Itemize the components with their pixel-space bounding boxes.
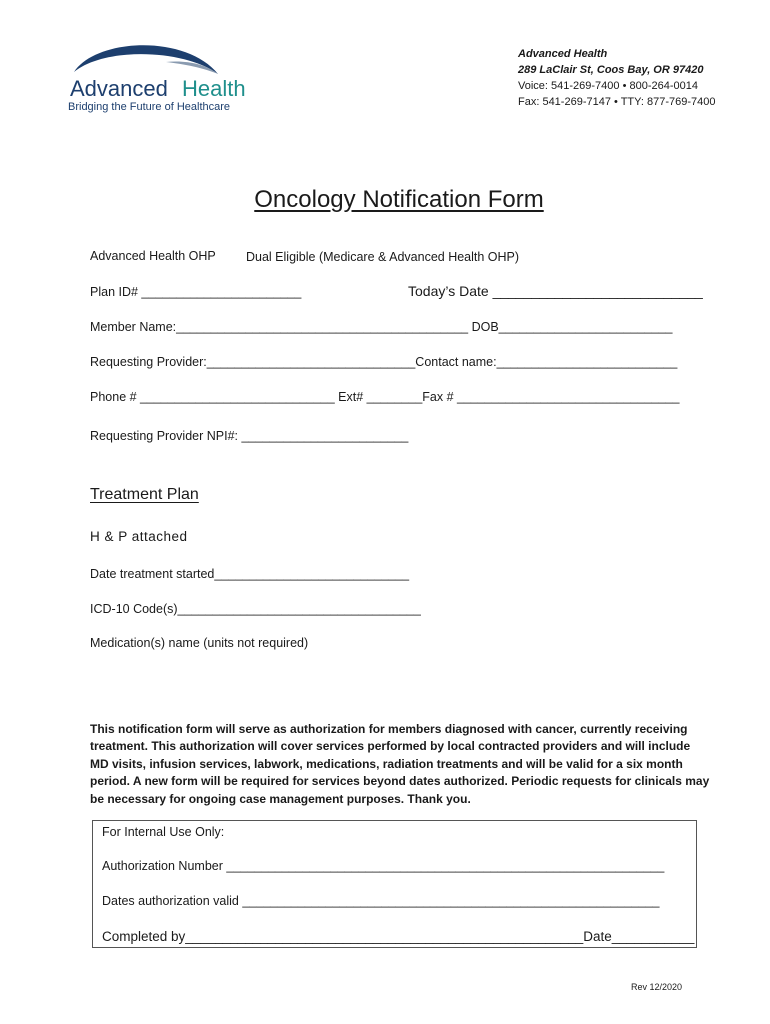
requesting-provider-contact-field[interactable]: Requesting Provider:______________________________Contact name:__________________________ <box>90 355 678 369</box>
checkbox-ohp-label[interactable]: Advanced Health OHP <box>90 249 216 263</box>
authorization-number-field[interactable]: Authorization Number _______________________________________________________________ <box>102 859 665 873</box>
form-title <box>0 186 770 214</box>
street-address: 289 LaClair St, Coos Bay, OR 97420 <box>518 64 704 76</box>
phone-ext-fax-field[interactable]: Phone # ____________________________ Ext# ________Fax # ________________________________ <box>90 390 680 404</box>
logo-brand-first: Advanced <box>70 76 168 101</box>
logo-tagline: Bridging the Future of Healthcare <box>68 101 231 113</box>
date-treatment-started-field[interactable]: Date treatment started____________________________ <box>90 567 410 581</box>
internal-use-heading: For Internal Use Only: <box>102 825 225 839</box>
plan-id-field[interactable]: Plan ID# _______________________ <box>90 285 302 299</box>
dates-authorization-valid-field[interactable]: Dates authorization valid ____________________________________________________________ <box>102 894 660 908</box>
provider-npi-field[interactable]: Requesting Provider NPI#: ________________________ <box>90 429 409 443</box>
todays-date-field[interactable]: Today’s Date ___________________________ <box>408 283 703 299</box>
form-title-text: Oncology Notification Form <box>254 186 544 213</box>
fax-tty: Fax: 541-269-7147 • TTY: 877-769-7400 <box>518 96 716 108</box>
advanced-health-logo <box>66 40 271 115</box>
completed-by-date-field[interactable]: Completed by_____________________________________________________Date___________ <box>102 929 695 944</box>
checkbox-dual-eligible-label[interactable]: Dual Eligible (Medicare & Advanced Health OHP) <box>246 250 520 264</box>
voice-phone: Voice: 541-269-7400 • 800-264-0014 <box>518 80 698 92</box>
logo-brand-second: Health <box>182 76 246 101</box>
medications-name-label: Medication(s) name (units not required) <box>90 636 309 650</box>
treatment-plan-heading: Treatment Plan <box>90 486 199 503</box>
icd10-codes-field[interactable]: ICD-10 Code(s)___________________________________ <box>90 602 421 616</box>
hp-attached-label[interactable]: H & P attached <box>90 529 188 544</box>
org-name: Advanced Health <box>518 48 608 60</box>
address-block <box>518 46 716 110</box>
member-name-dob-field[interactable]: Member Name:__________________________________________ DOB_________________________ <box>90 320 673 334</box>
revision-label: Rev 12/2020 <box>631 982 683 992</box>
authorization-notice: This notification form will serve as authorization for members diagnosed with cancer, currently receiving treatment. This authorization will cover services performed by local contracted providers and will include MD visits, infusion services, labwork, medications, radiation treatments and will be valid for a six month period. A new form will be required for services beyond dates authorized. Periodic requests for clinicals may be necessary for ongoing case management purposes. Thank you. <box>90 722 710 806</box>
